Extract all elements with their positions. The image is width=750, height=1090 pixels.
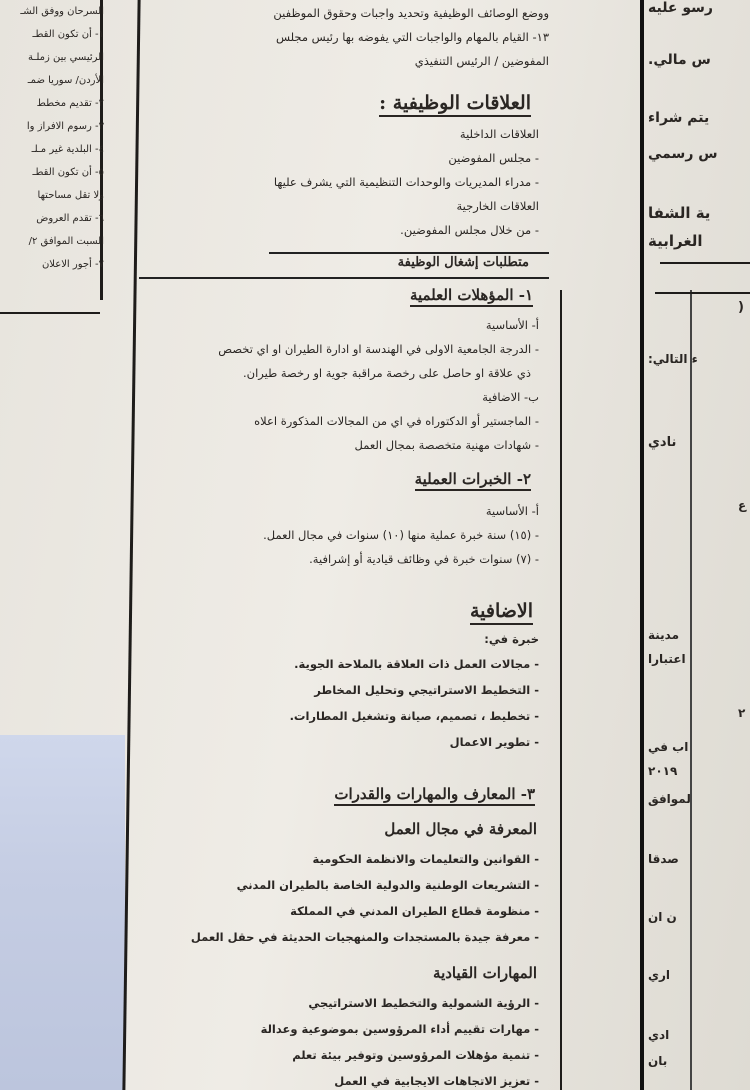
right-fragment-line: س مالي.: [648, 52, 711, 68]
qualifications-line: ب- الاضافية: [482, 390, 539, 404]
additional-line: - تطوير الاعمال: [449, 735, 539, 749]
intro-line: ووضع الوصائف الوظيفية وتحديد واجبات وحقوق الموظفين: [273, 6, 549, 20]
leadership-heading: المهارات القيادية: [433, 964, 537, 982]
leadership-line: - تنمية مؤهلات المرؤوسين وتوفير بيئة تعلم: [292, 1048, 539, 1062]
relations-line: - مدراء المديريات والوحدات التنظيمية التي يشرف عليها: [273, 175, 539, 189]
additional-line: - التخطيط الاستراتيجي وتحليل المخاطر: [314, 683, 539, 697]
right-fragment-line: (: [738, 300, 744, 315]
right-fragment-line: صدقا: [648, 852, 679, 866]
right-fragment-line: ن ان: [648, 910, 677, 924]
left-fragment-line: ١- أن تكون القطـ: [32, 29, 104, 40]
knowledge-line: - القوانين والتعليمات والانظمة الحكومية: [312, 852, 539, 866]
leadership-line: - تعزيز الاتجاهات الايجابية في العمل: [334, 1074, 539, 1088]
relations-line: - مجلس المفوضين: [448, 151, 539, 165]
right-fragment-line: ء التالي:: [648, 352, 698, 366]
qualifications-line: - الماجستير أو الدكتوراه في اي من المجالات المذكورة اعلاه: [254, 414, 539, 428]
relations-heading: العلاقات الوظيفية :: [379, 92, 531, 117]
right-fragment-line: رسو عليه: [648, 0, 713, 16]
experience-line: - (٧) سنوات خبرة في وظائف قيادية أو إشرافية.: [309, 552, 539, 566]
right-fragment-line: ية الشفا: [648, 204, 711, 222]
knowledge-heading: المعرفة في مجال العمل: [384, 820, 537, 838]
knowledge-line: - معرفة جيدة بالمستجدات والمنهجيات الحديثة في حقل العمل: [190, 930, 539, 944]
relations-line: العلاقات الداخلية: [459, 127, 539, 141]
qualifications-line: - الدرجة الجامعية الاولى في الهندسة او ادارة الطيران او اي تخصص: [218, 342, 539, 356]
left-fragment-line: الأردن/ سوريا ضمـ: [27, 75, 104, 86]
left-fragment-line: السبت الموافق ٢/: [28, 236, 104, 247]
qualifications-line: - شهادات مهنية متخصصة بمجال العمل: [354, 438, 539, 452]
right-fragment-line: يتم شراء: [648, 110, 710, 126]
right-fragment-line: الغرابية: [648, 232, 703, 250]
right-fragment-line: ٢: [738, 706, 746, 720]
right-fragment-line: بان: [648, 1054, 668, 1068]
skills-heading: ٣- المعارف والمهارات والقدرات: [334, 785, 535, 806]
right-fragment-line: ادي: [648, 1028, 670, 1042]
leadership-line: - مهارات تقييم أداء المرؤوسين بموضوعية وعدالة: [260, 1022, 539, 1036]
experience-line: - (١٥) سنة خبرة عملية منها (١٠) سنوات في مجال العمل.: [263, 528, 539, 542]
intro-line: ١٣- القيام بالمهام والواجبات التي يفوضه بها رئيس مجلس: [275, 30, 549, 44]
left-fragment-line: السرحان ووفق الشـ: [20, 6, 104, 17]
box-rule-left: [0, 312, 100, 314]
left-fragment-line: الرئيسي بين زملـة: [28, 52, 104, 63]
left-fragment-line: ٥- أن تكون القطـ: [32, 167, 104, 178]
right-fragment-line: اب في: [648, 740, 689, 754]
photo-region: [0, 735, 125, 1090]
relations-line: العلاقات الخارجية: [456, 199, 539, 213]
left-fragment-line: ٢- تقديم مخطط: [36, 98, 104, 109]
right-fragment-line: ٢٠١٩: [648, 764, 678, 778]
knowledge-line: - منظومة قطاع الطيران المدني في المملكة: [290, 904, 539, 918]
left-fragment-line: ٧- أجور الاعلان: [41, 259, 104, 270]
additional-line: - مجالات العمل ذات العلاقة بالملاحة الجوية.: [294, 657, 539, 671]
right-fragment-line: لموافق: [648, 792, 691, 806]
column-rule-right: [640, 0, 644, 1090]
right-fragment-line: اعتبارا: [648, 652, 686, 666]
right-fragment-line: ع: [738, 498, 747, 512]
left-fragment-line: ٤- البلدية غير مـلـ: [31, 144, 104, 155]
additional-line: - تخطيط ، تصميم، صيانة وتشغيل المطارات.: [289, 709, 539, 723]
relations-line: - من خلال مجلس المفوضين.: [400, 223, 539, 237]
additional-line: خبرة في:: [484, 632, 539, 646]
qualifications-line: أ- الأساسية: [485, 318, 539, 332]
right-fragment-line: نادي: [648, 435, 677, 450]
requirements-rule: [269, 252, 549, 254]
experience-line: أ- الأساسية: [485, 504, 539, 518]
left-fragment-line: ٦- تقدم العروض: [36, 213, 104, 224]
article-column: [133, 0, 561, 1090]
additional-heading: الاضافية: [470, 600, 533, 625]
right-fragment-line: اري: [648, 968, 671, 982]
knowledge-line: - التشريعات الوطنية والدولية الخاصة بالطيران المدني: [236, 878, 539, 892]
leadership-line: - الرؤية الشمولية والتخطيط الاستراتيجي: [308, 996, 539, 1010]
left-fragment-column: [0, 0, 104, 276]
qualifications-heading: ١- المؤهلات العلمية: [410, 286, 533, 307]
requirements-heading: متطلبات إشغال الوظيفة: [397, 255, 529, 270]
intro-line: المفوضين / الرئيس التنفيذي: [414, 54, 549, 68]
right-fragment-line: مدينة: [648, 628, 680, 642]
qualifications-line: ذي علاقة او حاصل على رخصة مراقبة جوية او رخصة طيران.: [242, 366, 531, 380]
experience-heading: ٢- الخبرات العملية: [415, 470, 531, 491]
left-fragment-line: ٣- رسوم الافراز وا: [26, 121, 104, 132]
left-fragment-line: ولا تقل مساحتها: [37, 190, 104, 201]
right-fragment-column: [648, 0, 750, 1090]
right-fragment-line: س رسمي: [648, 146, 718, 162]
requirements-rule-bottom: [139, 277, 549, 279]
